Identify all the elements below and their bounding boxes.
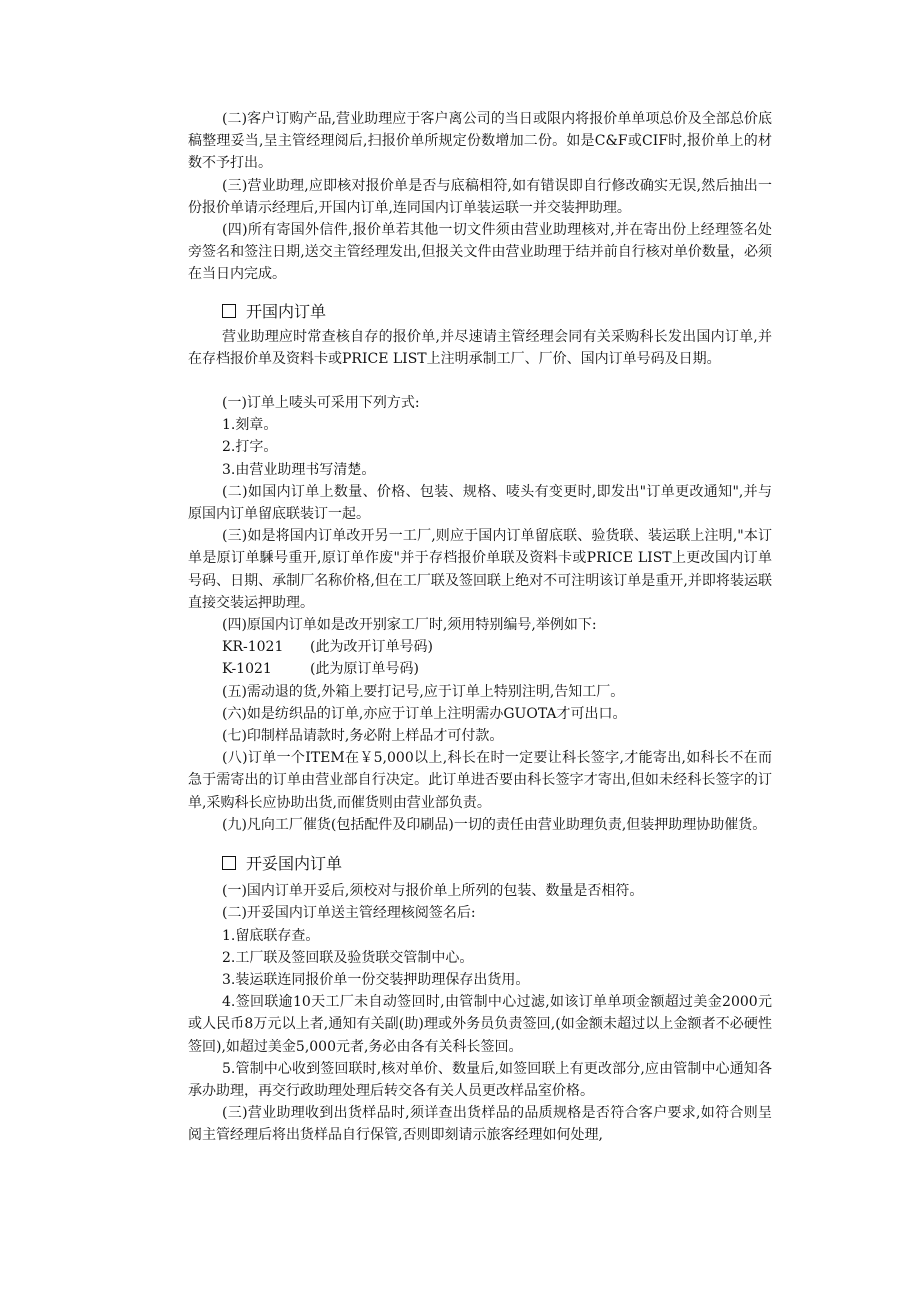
list-item: 4.签回联逾10天工厂未自动签回时,由管制中心过滤,如该订单单项金额超过美金2000元或人民币8万元以上者,通知有关副(助)理或外务员负责签回,(如金额未超过以上金额者不必硬性签回),如超过美金5,000元者,务必由各有关科长签回。: [188, 994, 772, 1055]
section-heading: [188, 300, 772, 324]
list-item: 2.打字。: [222, 439, 278, 456]
list-item: (二)开妥国内订单送主管经理核阅签名后:: [222, 905, 476, 922]
section-heading-text: 开妥国内订单: [246, 854, 343, 874]
list-item: (四)原国内订单如是改开别家工厂时,须用特别编号,举例如下:: [222, 617, 597, 634]
list-item: (一)国内订单开妥后,须校对与报价单上所列的包装、数量是否相符。: [222, 883, 644, 900]
checkbox-square-icon: [222, 304, 236, 318]
list-item: 3.由营业助理书写清楚。: [222, 461, 376, 478]
paragraph: (四)所有寄国外信件,报价单若其他一切文件须由营业助理核对,并在寄出份上经理签名处旁签名和签注日期,送交主管经理发出,但报关文件由营业助理于结并前自行核对单价数量，必须在当日内完成。: [188, 222, 772, 283]
list-item: (五)需动退的货,外箱上要打记号,应于订单上特别注明,告知工厂。: [222, 683, 625, 700]
checkbox-square-icon: [222, 856, 236, 870]
list-item: (六)如是纺织品的订单,亦应于订单上注明需办GUOTA才可出口。: [222, 705, 627, 722]
list-item: (三)营业助理收到出货样品时,须详查出货样品的品质规格是否符合客户要求,如符合则呈阅主管经理后将出货样品自行保管,否则即刻请示旅客经理如何处理,: [188, 1105, 772, 1144]
paragraph: 营业助理应时常查核自存的报价单,并尽速请主管经理会同有关采购科长发出国内订单,并在存档报价单及资料卡或PRICE LIST上注明承制工厂、厂价、国内订单号码及日期。: [188, 328, 772, 367]
order-note: (此为原订单号码): [310, 661, 419, 678]
document-page: [188, 108, 772, 1147]
section-heading-text: 开国内订单: [246, 301, 327, 321]
order-code: K-1021: [222, 661, 272, 678]
example-line: [188, 658, 772, 680]
paragraph: (三)营业助理,应即核对报价单是否与底稿相符,如有错误即自行修改确实无误,然后抽出一份报价单请示经理后,开国内订单,连同国内订单装运联一并交装押助理。: [188, 177, 772, 216]
order-note: (此为改开订单号码): [310, 639, 433, 656]
list-item: 1.刻章。: [222, 417, 278, 434]
list-item: 5.管制中心收到签回联时,核对单价、数量后,如签回联上有更改部分,应由管制中心通知各承办助理，再交行政助理处理后转交各有关人员更改样品室价格。: [188, 1060, 772, 1099]
paragraph: (二)客户订购产品,营业助理应于客户离公司的当日或限内将报价单单项总价及全部总价底稿整理妥当,呈主管经理阅后,扫报价单所规定份数增加二份。如是C&F或CIF时,报价单上的材数不予打出。: [188, 111, 772, 172]
list-item: (七)印制样品请款时,务必附上样品才可付款。: [222, 728, 504, 745]
order-code: KR-1021: [222, 639, 284, 656]
spacer: [188, 370, 772, 392]
example-line: [188, 636, 772, 658]
list-item: 2.工厂联及签回联及验货联交管制中心。: [222, 949, 474, 966]
list-item: 1.留底联存查。: [222, 927, 320, 944]
list-item: 3.装运联连同报价单一份交装押助理保存出货用。: [222, 971, 530, 988]
list-item: (二)如国内订单上数量、价格、包装、规格、唛头有变更时,即发出"订单更改通知",并与原国内订单留底联装订一起。: [188, 483, 772, 523]
list-item: (八)订单一个ITEM在￥5,000以上,科长在时一定要让科长签字,才能寄出,如科长不在而急于需寄出的订单由营业部自行决定。此订单进否要由科长签字才寄出,但如未经科长签字的订单,采购科长应协助出货,而催货则由营业部负责。: [188, 750, 772, 811]
section-heading: [188, 852, 772, 876]
list-item: (一)订单上唛头可采用下列方式:: [222, 395, 420, 412]
list-item: (九)凡向工厂催货(包括配件及印刷品)一切的责任由营业助理负责,但装押助理协助催货。: [222, 816, 767, 833]
list-item: (三)如是将国内订单改开另一工厂,则应于国内订单留底联、验货联、装运联上注明,"本订单是原订单騬号重开,原订单作废"并于存档报价单联及资料卡或PRICE LIST上更改国内订单号码、日期、承制厂名称价格,但在工厂联及签回联上绝对不可注明该订单是重开,并即将装运联直接交装运押助理。: [188, 528, 772, 611]
